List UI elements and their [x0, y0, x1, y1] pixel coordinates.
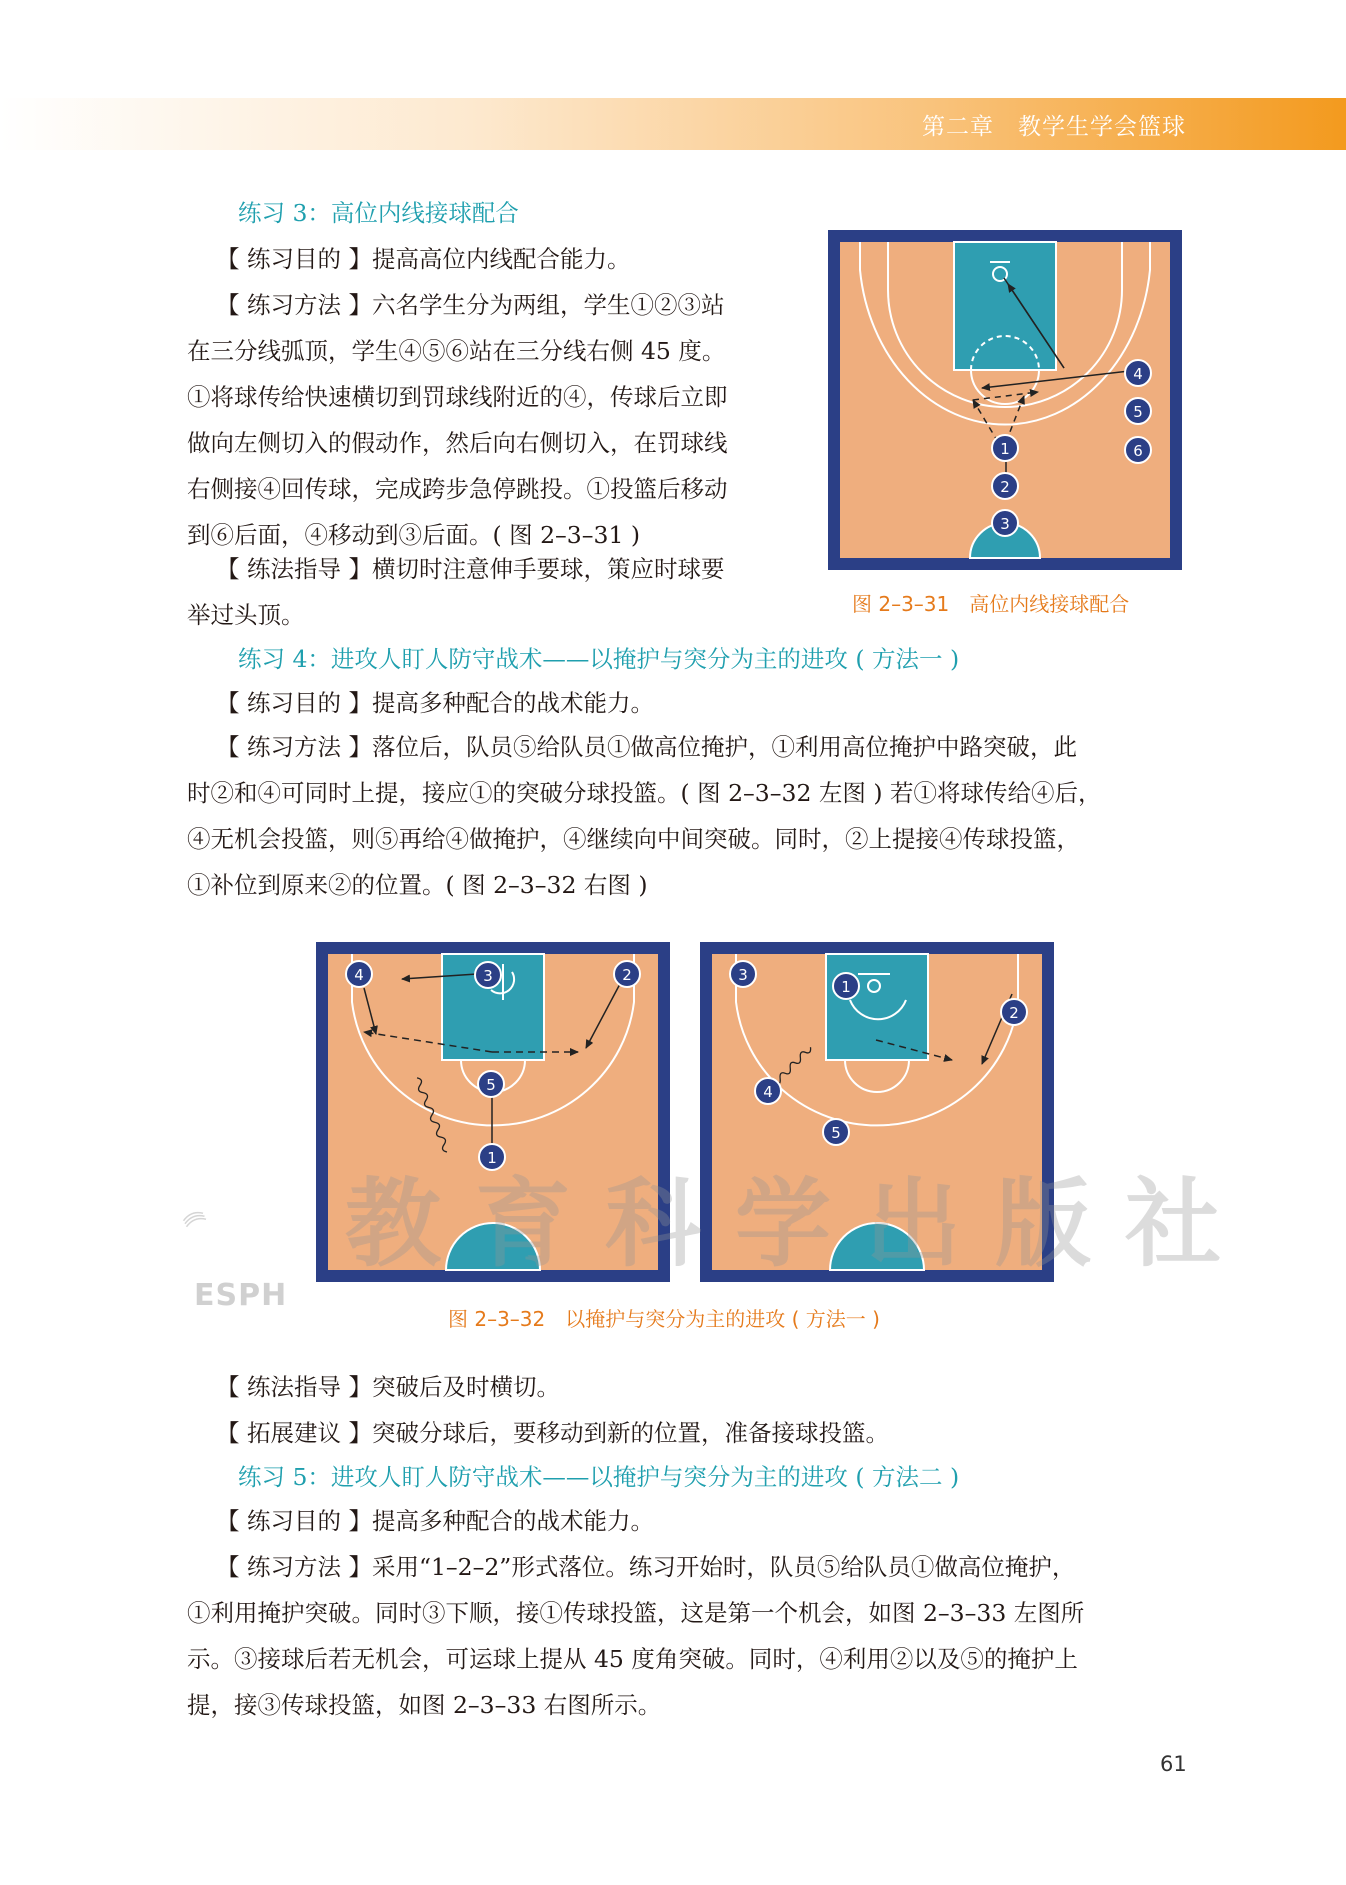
fig32r-player-1 — [833, 973, 859, 999]
exercise-5-method-line-1: 【 练习方法 】采用“1–2–2”形式落位。练习开始时，队员⑤给队员①做高位掩护， — [216, 1553, 1076, 1581]
exercise-4-guide: 【 练法指导 】突破后及时横切。 — [216, 1373, 560, 1401]
svg-text:5: 5 — [486, 1076, 496, 1094]
exercise-3-method-line-1: 【 练习方法 】六名学生分为两组，学生①②③站 — [216, 291, 725, 319]
exercise-3-method-line-6: 到⑥后面，④移动到③后面。( 图 2–3–31 ) — [187, 521, 641, 549]
exercise-4-method-line-1: 【 练习方法 】落位后，队员⑤给队员①做高位掩护，①利用高位掩护中路突破，此 — [216, 733, 1077, 761]
fig32l-player-5 — [478, 1071, 504, 1097]
exercise-5-heading: 练习 5：进攻人盯人防守战术——以掩护与突分为主的进攻 ( 方法二 ) — [238, 1463, 960, 1491]
fig31-player-3 — [992, 510, 1018, 536]
fig32r-player-4 — [755, 1078, 781, 1104]
exercise-4-method-line-3: ④无机会投篮，则⑤再给④做掩护，④继续向中间突破。同时，②上提接④传球投篮， — [187, 825, 1080, 853]
fig31-player-4 — [1125, 360, 1151, 386]
exercise-5-method-line-4: 提，接③传球投篮，如图 2–3–33 右图所示。 — [187, 1691, 662, 1719]
exercise-3-method-line-5: 右侧接④回传球，完成跨步急停跳投。①投篮后移动 — [187, 475, 728, 503]
svg-text:2: 2 — [1000, 478, 1010, 496]
fig32r-player-3 — [730, 961, 756, 987]
exercise-4-method-line-2: 时②和④可同时上提，接应①的突破分球投篮。( 图 2–3–32 左图 ) 若①将球传给④后， — [187, 779, 1102, 807]
exercise-3-method-line-3: ①将球传给快速横切到罚球线附近的④，传球后立即 — [187, 383, 728, 411]
exercise-3-guide-line-1: 【 练法指导 】横切时注意伸手要球，策应时球要 — [216, 555, 725, 583]
svg-text:5: 5 — [831, 1124, 841, 1142]
svg-text:3: 3 — [738, 966, 748, 984]
svg-text:4: 4 — [1133, 365, 1143, 383]
svg-text:5: 5 — [1133, 403, 1143, 421]
fig32r-player-5 — [823, 1119, 849, 1145]
svg-text:2: 2 — [1009, 1004, 1019, 1022]
watermark-text: 教育科学出版社 — [345, 1167, 1255, 1280]
fig31-player-2 — [992, 473, 1018, 499]
fig32l-player-3 — [475, 962, 501, 988]
exercise-3-purpose: 【 练习目的 】提高高位内线配合能力。 — [216, 245, 631, 273]
svg-text:1: 1 — [487, 1149, 497, 1167]
fig32l-player-4 — [346, 961, 372, 987]
page-number: 61 — [1160, 1752, 1187, 1776]
exercise-4-method-line-4: ①补位到原来②的位置。( 图 2–3–32 右图 ) — [187, 871, 648, 899]
exercise-5-method-line-2: ①利用掩护突破。同时③下顺，接①传球投篮，这是第一个机会，如图 2–3–33 左图所 — [187, 1599, 1085, 1627]
svg-text:4: 4 — [763, 1083, 773, 1101]
exercise-5-method-line-3: 示。③接球后若无机会，可运球上提从 45 度角突破。同时，④利用②以及⑤的掩护上 — [187, 1645, 1078, 1673]
fig31-player-1 — [992, 435, 1018, 461]
fig32r-player-2 — [1001, 999, 1027, 1025]
exercise-4-extension: 【 拓展建议 】突破分球后，要移动到新的位置，准备接球投篮。 — [216, 1419, 889, 1447]
svg-text:3: 3 — [483, 967, 493, 985]
figure-2-3-31-caption: 图 2–3–31 高位内线接球配合 — [852, 592, 1130, 616]
svg-text:1: 1 — [841, 978, 851, 996]
exercise-4-purpose: 【 练习目的 】提高多种配合的战术能力。 — [216, 689, 654, 717]
fig31-player-6 — [1125, 437, 1151, 463]
svg-text:3: 3 — [1000, 515, 1010, 533]
figure-2-3-31-court — [828, 230, 1182, 570]
fig32l-player-2 — [614, 961, 640, 987]
exercise-3-guide-line-2: 举过头顶。 — [187, 601, 305, 629]
exercise-3-method-line-2: 在三分线弧顶，学生④⑤⑥站在三分线右侧 45 度。 — [187, 337, 726, 365]
svg-text:6: 6 — [1133, 442, 1143, 460]
exercise-3-method-line-4: 做向左侧切入的假动作，然后向右侧切入，在罚球线 — [187, 429, 728, 457]
exercise-3-heading: 练习 3：高位内线接球配合 — [238, 199, 519, 227]
figure-2-3-32-caption: 图 2–3–32 以掩护与突分为主的进攻 ( 方法一 ) — [448, 1307, 880, 1331]
watermark-logo-text: ESPH — [194, 1278, 288, 1313]
svg-text:2: 2 — [622, 966, 632, 984]
fig31-player-5 — [1125, 398, 1151, 424]
exercise-4-heading: 练习 4：进攻人盯人防守战术——以掩护与突分为主的进攻 ( 方法一 ) — [238, 645, 960, 673]
exercise-5-purpose: 【 练习目的 】提高多种配合的战术能力。 — [216, 1507, 654, 1535]
publisher-watermark-logo — [182, 1160, 332, 1280]
svg-text:4: 4 — [354, 966, 364, 984]
svg-text:1: 1 — [1000, 440, 1010, 458]
chapter-title: 第二章 教学生学会篮球 — [922, 114, 1186, 140]
